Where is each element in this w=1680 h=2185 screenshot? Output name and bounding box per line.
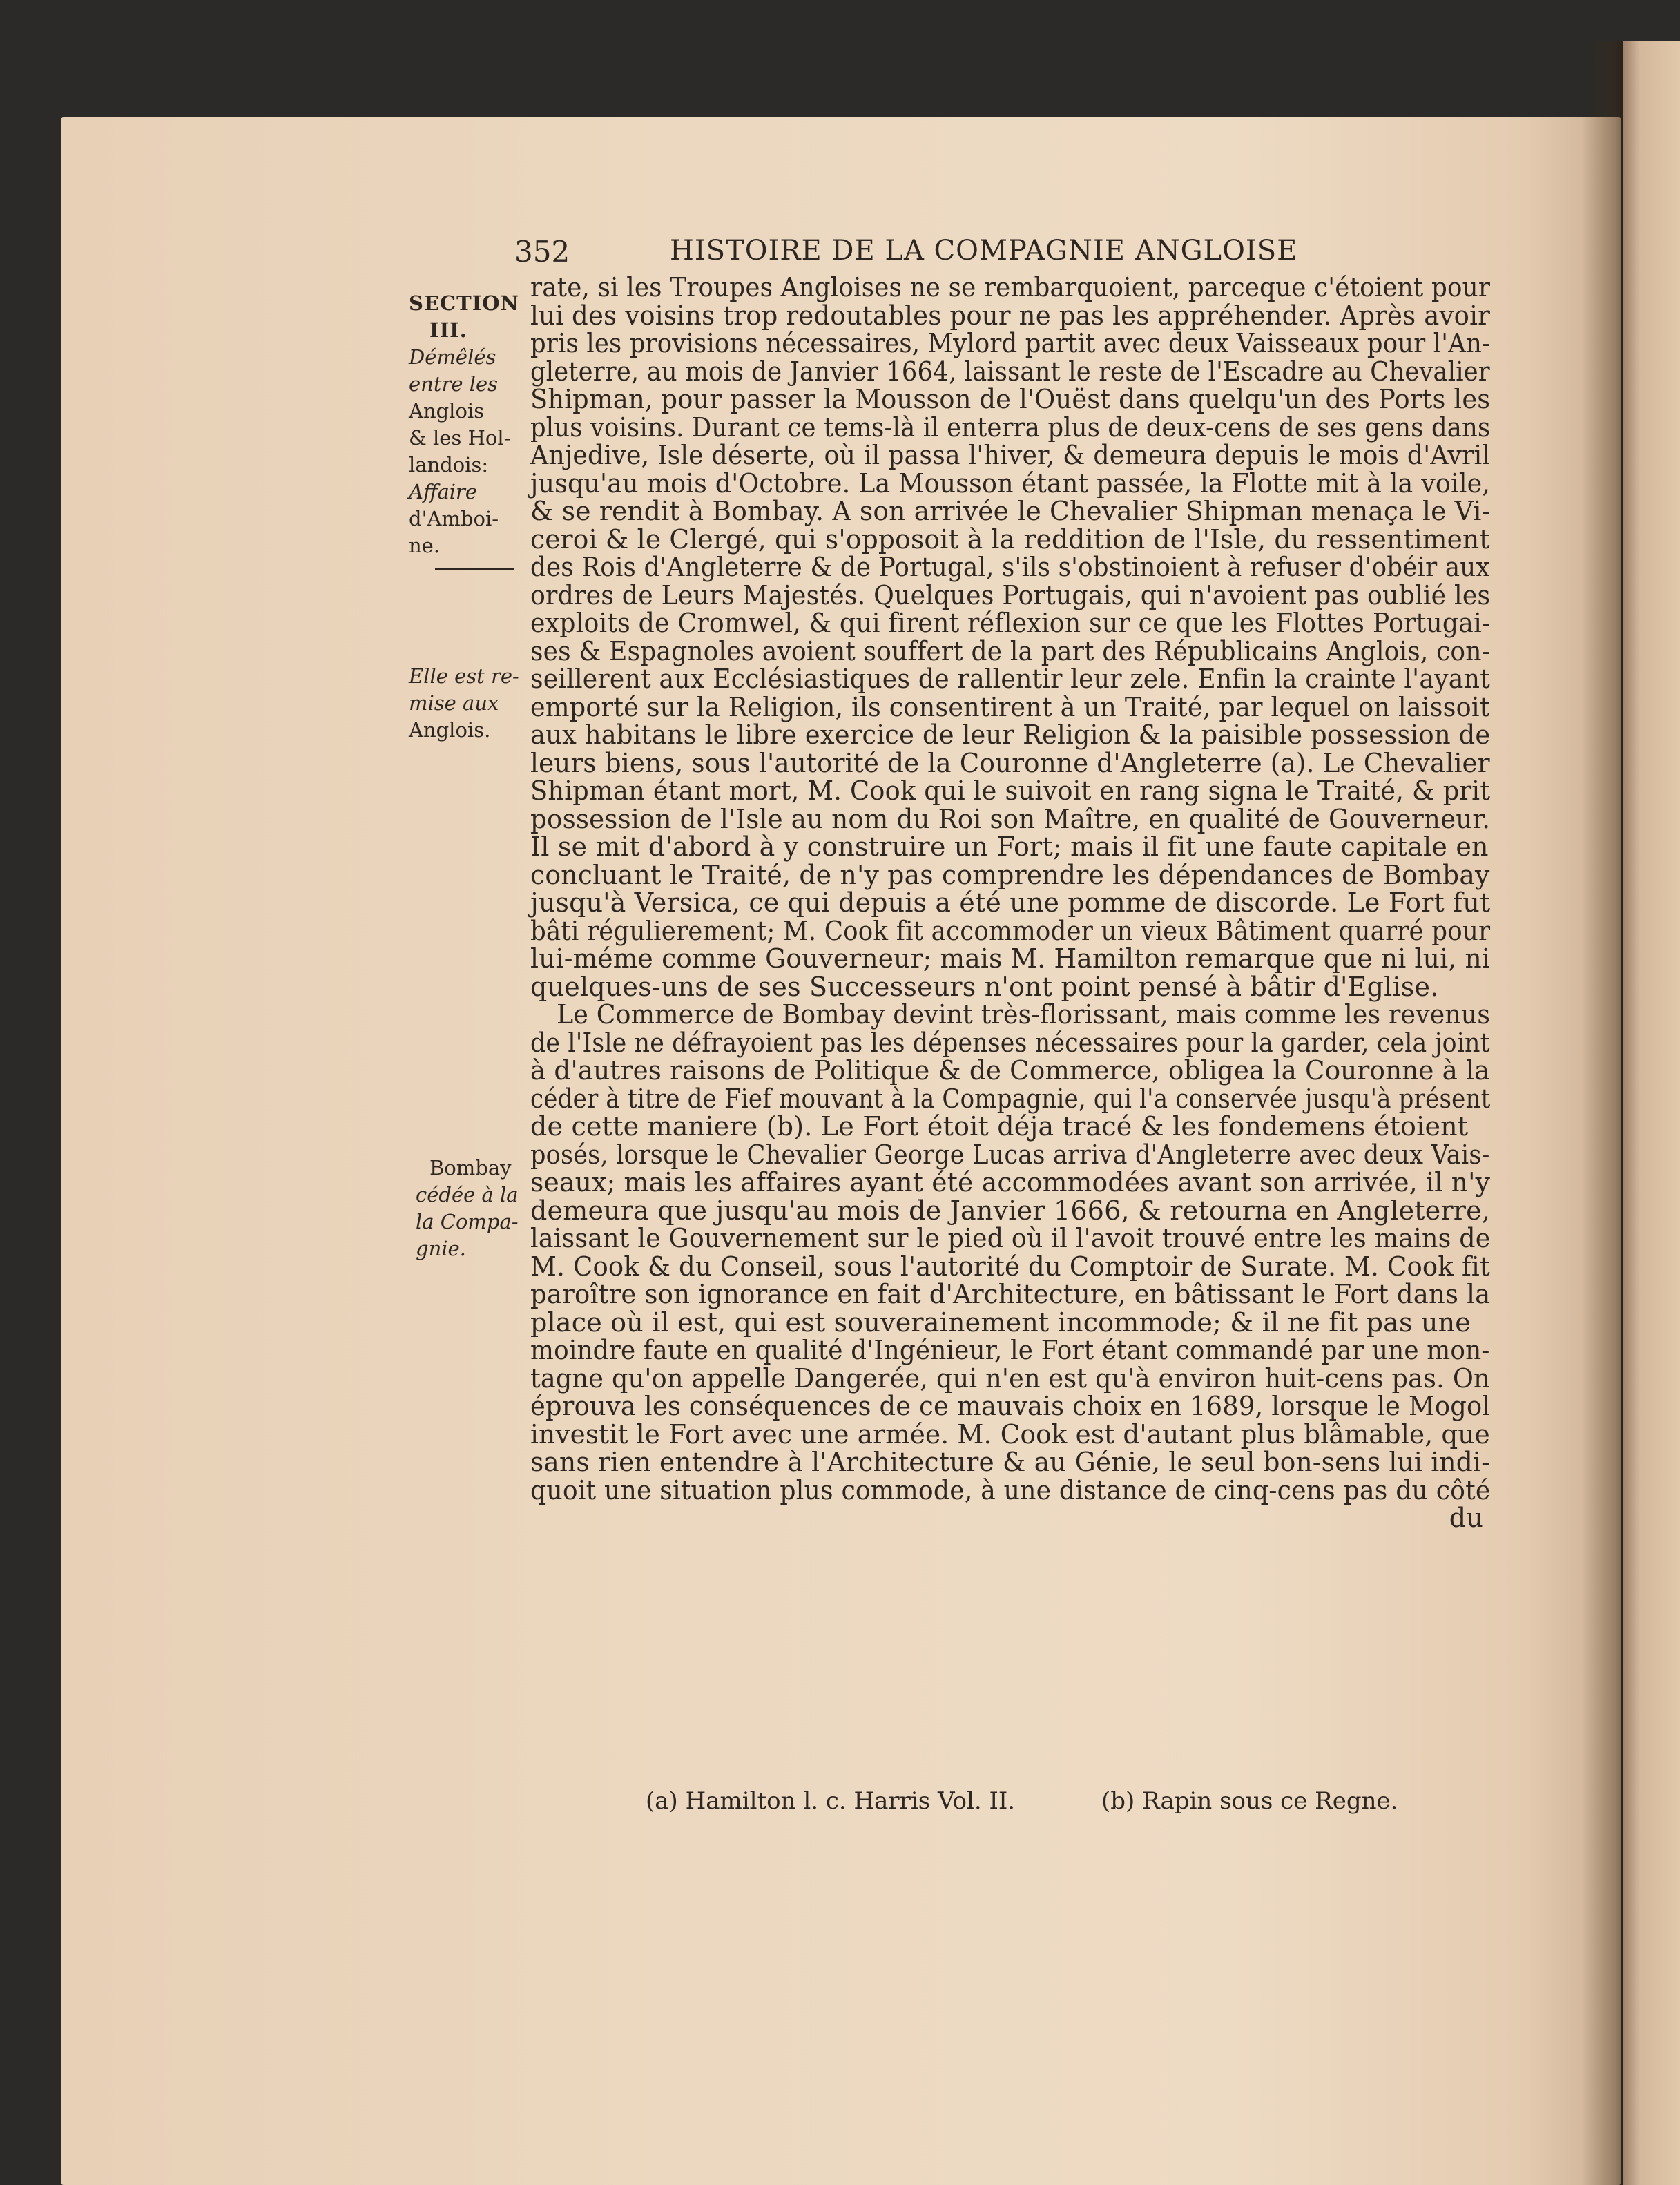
text-line: céder à titre de Fief mouvant à la Compagnie, qui l'a conservée jusqu'à présent [530, 1083, 1491, 1114]
sidenote-line: III. [429, 318, 467, 342]
text-line: Il se mit d'abord à y construire un Fort; mais il fit une faute capitale en [530, 831, 1489, 862]
text-line: possession de l'Isle au nom du Roi son Maître, en qualité de Gouverneur. [530, 803, 1491, 834]
facing-page-edge [1623, 41, 1680, 2185]
text-line: à d'autres raisons de Politique & de Commerce, obligea la Couronne à la [530, 1055, 1490, 1086]
margin-notes [409, 290, 526, 1284]
footnote-a: (a) Hamilton l. c. Harris Vol. II. [646, 1787, 1016, 1815]
sidenote-section [409, 290, 526, 344]
footnote-b: (b) Rapin sous ce Regne. [1101, 1787, 1398, 1815]
text-line: laissant le Gouvernement sur le pied où il l'avoit trouvé entre les mains de [530, 1223, 1491, 1253]
sidenote-rule [435, 568, 514, 570]
text-line: concluant le Traité, de n'y pas comprendre les dépendances de Bombay [530, 859, 1490, 890]
sidenote-line: Anglois [409, 399, 485, 423]
text-line: ordres de Leurs Majestés. Quelques Portugais, qui n'avoient pas oublié les [530, 579, 1491, 610]
text-line: seaux; mais les affaires ayant été accommodées avant son arrivée, il n'y [530, 1167, 1491, 1197]
footnotes [646, 1786, 1474, 1820]
text-line: quoit une situation plus commode, à une distance de cinq-cens pas du côté [530, 1474, 1491, 1505]
text-line: de cette maniere (b). Le Fort étoit déja tracé & les fondemens étoient [530, 1111, 1469, 1142]
text-line: sans rien entendre à l'Architecture & au Génie, le seul bon-sens lui indi- [530, 1447, 1490, 1477]
sidenote-line: gnie. [416, 1237, 466, 1260]
text-line: éprouva les conséquences de ce mauvais choix en 1689, lorsque le Mogol [530, 1391, 1491, 1421]
text-line: quelques-uns de ses Successeurs n'ont point pensé à bâtir d'Eglise. [530, 971, 1439, 1002]
text-line: gleterre, au mois de Janvier 1664, laissant le reste de l'Escadre au Chevalier [530, 356, 1490, 387]
sidenote-line: Anglois. [409, 718, 491, 742]
text-line: emporté sur la Religion, ils consentirent à un Traité, par lequel on laissoit [530, 691, 1490, 722]
text-line: posés, lorsque le Chevalier George Lucas arriva d'Angleterre avec deux Vais- [530, 1139, 1490, 1170]
sidenote-line: mise aux [409, 691, 499, 715]
text-line: bâti régulierement; M. Cook fit accommoder un vieux Bâtiment quarré pour [530, 915, 1491, 946]
text-line: jusqu'au mois d'Octobre. La Mousson étant passée, la Flotte mit à la voile, [530, 468, 1491, 499]
sidenote-ceded [409, 1155, 526, 1262]
sidenote-line: landois: [409, 453, 489, 477]
text-line: & se rendit à Bombay. A son arrivée le Chevalier Shipman menaça le Vi- [530, 496, 1491, 526]
running-title: HISTOIRE DE LA COMPAGNIE ANGLOISE [670, 235, 1298, 267]
text-line: M. Cook & du Conseil, sous l'autorité du Comptoir de Surate. M. Cook fit [530, 1251, 1490, 1282]
text-line: seillerent aux Ecclésiastiques de rallentir leur zele. Enfin la crainte l'ayant [530, 664, 1490, 694]
sidenote-line: cédée à la [416, 1183, 519, 1206]
sidenote-dispute [409, 344, 526, 559]
sidenote-line: Bombay [429, 1156, 512, 1180]
sidenote-line: Affaire [409, 480, 478, 503]
sidenote-line: SECTION [409, 291, 520, 315]
text-line: leurs biens, sous l'autorité de la Couronne d'Angleterre (a). Le Chevalier [530, 747, 1490, 778]
text-line: jusqu'à Versica, ce qui depuis a été une pomme de discorde. Le Fort fut [530, 887, 1491, 918]
text-line: paroître son ignorance en fait d'Architecture, en bâtissant le Fort dans la [530, 1279, 1491, 1309]
sidenote-line: Démêlés [409, 345, 496, 369]
running-head [514, 228, 1436, 269]
text-line: exploits de Cromwel, & qui firent réflexion sur ce que les Flottes Portugai- [530, 608, 1491, 638]
text-line: moindre faute en qualité d'Ingénieur, le Fort étant commandé par une mon- [530, 1335, 1490, 1365]
text-line: ses & Espagnoles avoient souffert de la part des Républicains Anglois, con- [530, 635, 1490, 666]
sidenote-line: Elle est re- [409, 664, 519, 688]
text-line: rate, si les Troupes Angloises ne se rembarquoient, parceque c'étoient pour [530, 272, 1491, 302]
sidenote-line: & les Hol- [409, 426, 511, 450]
text-line: Shipman, pour passer la Mousson de l'Ouëst dans quelqu'un des Ports les [530, 384, 1491, 414]
text-line: Shipman étant mort, M. Cook qui le suivoit en rang signa le Traité, & prit [530, 776, 1491, 806]
text-line: demeura que jusqu'au mois de Janvier 1666, & retourna en Angleterre, [530, 1195, 1491, 1226]
text-line: des Rois d'Angleterre & de Portugal, s'ils s'obstinoient à refuser d'obéir aux [530, 552, 1490, 582]
text-line: place où il est, qui est souverainement incommode; & il ne fit pas une [530, 1307, 1471, 1338]
text-line: investit le Fort avec une armée. M. Cook est d'autant plus blâmable, que [530, 1418, 1490, 1450]
sidenote-line: ne. [409, 534, 441, 557]
text-line: Anjedive, Isle déserte, où il passa l'hiver, & demeura depuis le mois d'Avril [530, 440, 1491, 470]
body-text [530, 273, 1497, 1779]
text-line: de l'Isle ne défrayoient pas les dépenses nécessaires pour la garder, cela joint [530, 1027, 1490, 1058]
sidenote-line: la Compa- [416, 1210, 519, 1233]
text-line: pris les provisions nécessaires, Mylord partit avec deux Vaisseaux pour l'An- [530, 328, 1491, 358]
page-number: 352 [514, 235, 570, 269]
text-line: lui des voisins trop redoutables pour ne pas les appréhender. Après avoir [530, 300, 1491, 331]
sidenote-line: d'Amboi- [409, 507, 499, 530]
sidenote-returned [409, 663, 526, 744]
text-line: plus voisins. Durant ce tems-là il enterra plus de deux-cens de ses gens dans [530, 412, 1491, 443]
text-line: ceroi & le Clergé, qui s'opposoit à la reddition de l'Isle, du ressentiment [530, 523, 1490, 555]
text-line: lui-méme comme Gouverneur; mais M. Hamilton remarque que ni lui, ni [530, 943, 1491, 974]
text-line: Le Commerce de Bombay devint très-florissant, mais comme les revenus [557, 999, 1491, 1030]
sidenote-line: entre les [409, 372, 499, 396]
text-line: aux habitans le libre exercice de leur Religion & la paisible possession de [530, 720, 1491, 750]
text-line: du [1449, 1503, 1483, 1533]
text-line: tagne qu'on appelle Dangerée, qui n'en est qu'à environ huit-cens pas. On [530, 1363, 1490, 1394]
